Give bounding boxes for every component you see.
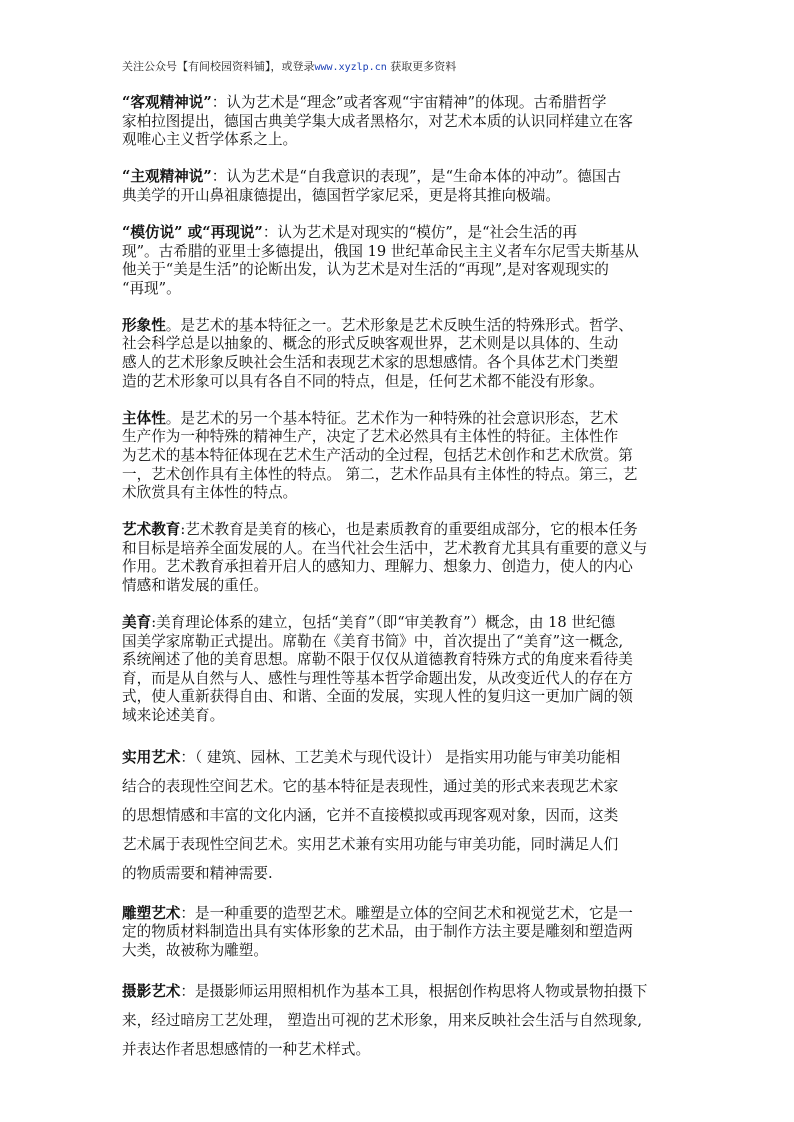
paragraph-line: 典美学的开山鼻祖康德提出，德国哲学家尼采，更是将其推向极端。 — [122, 186, 560, 204]
header-suffix: 获取更多资料 — [386, 60, 457, 73]
paragraph-line: 雕塑艺术：是一种重要的造型艺术。雕塑是立体的空间艺术和视觉艺术，它是一 — [122, 904, 633, 922]
paragraph-sculpture — [122, 905, 678, 961]
term-aesthetic-education: 美育 — [122, 614, 152, 632]
paragraph-line: 形象性。是艺术的基本特征之一。艺术形象是艺术反映生活的特殊形式。哲学、 — [122, 316, 633, 334]
paragraph-line: 情感和谐发展的重任。 — [122, 576, 268, 594]
paragraph-line: 系统阐述了他的美育思想。席勒不限于仅仅从道德教育特殊方式的角度来看待美 — [122, 651, 633, 669]
paragraph-line: “客观精神说”：认为艺术是“理念”或者客观“宇宙精神”的体现。古希腊哲学 — [122, 94, 607, 111]
term-photography: 摄影艺术 — [122, 983, 181, 1001]
term-subjectivity: 主体性 — [122, 409, 166, 427]
paragraph-line: 来，经过暗房工艺处理， 塑造出可视的艺术形象，用来反映社会生活与自然现象, — [122, 1012, 643, 1030]
paragraph-line: 艺术教育:艺术教育是美育的核心，也是素质教育的重要组成部分，它的根本任务 — [122, 521, 638, 539]
paragraph-line: 和目标是培养全面发展的人。在当代社会生活中，艺术教育尤其具有重要的意义与 — [122, 539, 648, 557]
paragraph-line: 实用艺术：（ 建筑、园林、工艺美术与现代设计） 是指实用功能与审美功能相 — [122, 748, 621, 766]
term-sculpture: 雕塑艺术 — [122, 904, 181, 922]
paragraph-line: 艺术属于表现性空间艺术。实用艺术兼有实用功能与审美功能，同时满足人们 — [122, 835, 619, 853]
paragraph-line: 国美学家席勒正式提出。席勒在《美育书简》中，首次提出了“美育”这一概念, — [122, 632, 624, 650]
paragraph-line: “主观精神说”：认为艺术是“自我意识的表现”，是“生命本体的冲动”。德国古 — [122, 168, 622, 186]
paragraph-photography — [122, 977, 678, 1064]
paragraph-line: 术欣赏具有主体性的特点。 — [122, 484, 298, 502]
term-applied-art: 实用艺术 — [122, 748, 181, 766]
paragraph-line: 为艺术的基本特征体现在艺术生产活动的全过程，包括艺术创作和艺术欣赏。第 — [122, 446, 633, 464]
paragraph-line: 造的艺术形象可以具有各自不同的特点，但是，任何艺术都不能没有形象。 — [122, 372, 604, 390]
header-prefix: 关注公众号【有间校园资料铺】，或登录 — [122, 60, 315, 73]
paragraph-line: 作用。艺术教育承担着开启人的感知力、理解力、想象力、创造力，使人的内心 — [122, 558, 633, 576]
paragraph-aesthetic-education — [122, 614, 678, 726]
paragraph-line: 主体性。是艺术的另一个基本特征。艺术作为一种特殊的社会意识形态，艺术 — [122, 409, 619, 427]
paragraph-line: 的物质需要和精神需要. — [122, 864, 273, 882]
paragraph-line: 大类，故被称为雕塑。 — [122, 941, 268, 959]
document-body — [122, 94, 678, 1064]
paragraph-imitation — [122, 224, 678, 298]
paragraph-line: 现”。古希腊的亚里士多德提出，俄国 19 世纪革命民主主义者车尔尼雪夫斯基从 — [122, 242, 639, 260]
paragraph-line: “再现”。 — [122, 279, 181, 297]
term-imitation: “模仿说” 或“再现说” — [122, 223, 263, 241]
paragraph-line: 育，而是从自然与人、感性与理性等基本哲学命题出发，从改变近代人的存在方 — [122, 669, 633, 687]
paragraph-line: “模仿说” 或“再现说”：认为艺术是对现实的“模仿”，是“社会生活的再 — [122, 223, 578, 241]
header-link[interactable]: www.xyzlp.cn — [314, 62, 387, 73]
paragraph-line: 的思想情感和丰富的文化内涵，它并不直接模拟或再现客观对象，因而，这类 — [122, 806, 619, 824]
term-subjective-spirit: “主观精神说” — [122, 168, 212, 186]
term-objective-spirit: “客观精神说” — [122, 94, 212, 111]
paragraph-line: 他关于“美是生活”的论断出发，认为艺术是对生活的“再现”,是对客观现实的 — [122, 261, 609, 279]
term-art-education: 艺术教育 — [122, 521, 181, 539]
paragraph-line: 域来论述美育。 — [122, 707, 225, 725]
paragraph-line: 结合的表现性空间艺术。它的基本特征是表现性，通过美的形式来表现艺术家 — [122, 777, 619, 795]
paragraph-applied-art — [122, 743, 678, 888]
paragraph-line: 家柏拉图提出，德国古典美学集大成者黑格尔，对艺术本质的认识同样建立在客 — [122, 112, 633, 130]
term-imagery: 形象性 — [122, 316, 166, 334]
paragraph-line: 摄影艺术：是摄影师运用照相机作为基本工具，根据创作构思将人物或景物拍摄下 — [122, 983, 648, 1001]
paragraph-line: 社会科学总是以抽象的、概念的形式反映客观世界，艺术则是以具体的、生动 — [122, 335, 619, 353]
paragraph-line: 式，使人重新获得自由、和谐、全面的发展，实现人性的复归这一更加广阔的领 — [122, 688, 633, 706]
page-header — [122, 60, 456, 75]
paragraph-line: 并表达作者思想感情的一种艺术样式。 — [122, 1041, 371, 1059]
paragraph-line: 感人的艺术形象反映社会生活和表现艺术家的思想感情。各个具体艺术门类塑 — [122, 354, 619, 372]
paragraph-objective-spirit — [122, 94, 678, 150]
paragraph-art-education — [122, 521, 678, 595]
paragraph-line: 美育:美育理论体系的建立，包括“美育”（即“审美教育”）概念，由 18 世纪德 — [122, 614, 616, 632]
paragraph-line: 生产作为一种特殊的精神生产，决定了艺术必然具有主体性的特征。主体性作 — [122, 428, 619, 446]
paragraph-line: 观唯心主义哲学体系之上。 — [122, 131, 298, 149]
paragraph-imagery — [122, 317, 678, 391]
paragraph-line: 一，艺术创作具有主体性的特点。 第二，艺术作品具有主体性的特点。第三，艺 — [122, 465, 638, 483]
paragraph-subjectivity — [122, 410, 678, 503]
paragraph-line: 定的物质材料制造出具有实体形象的艺术品，由于制作方法主要是雕刻和塑造两 — [122, 923, 633, 941]
paragraph-subjective-spirit — [122, 168, 678, 205]
